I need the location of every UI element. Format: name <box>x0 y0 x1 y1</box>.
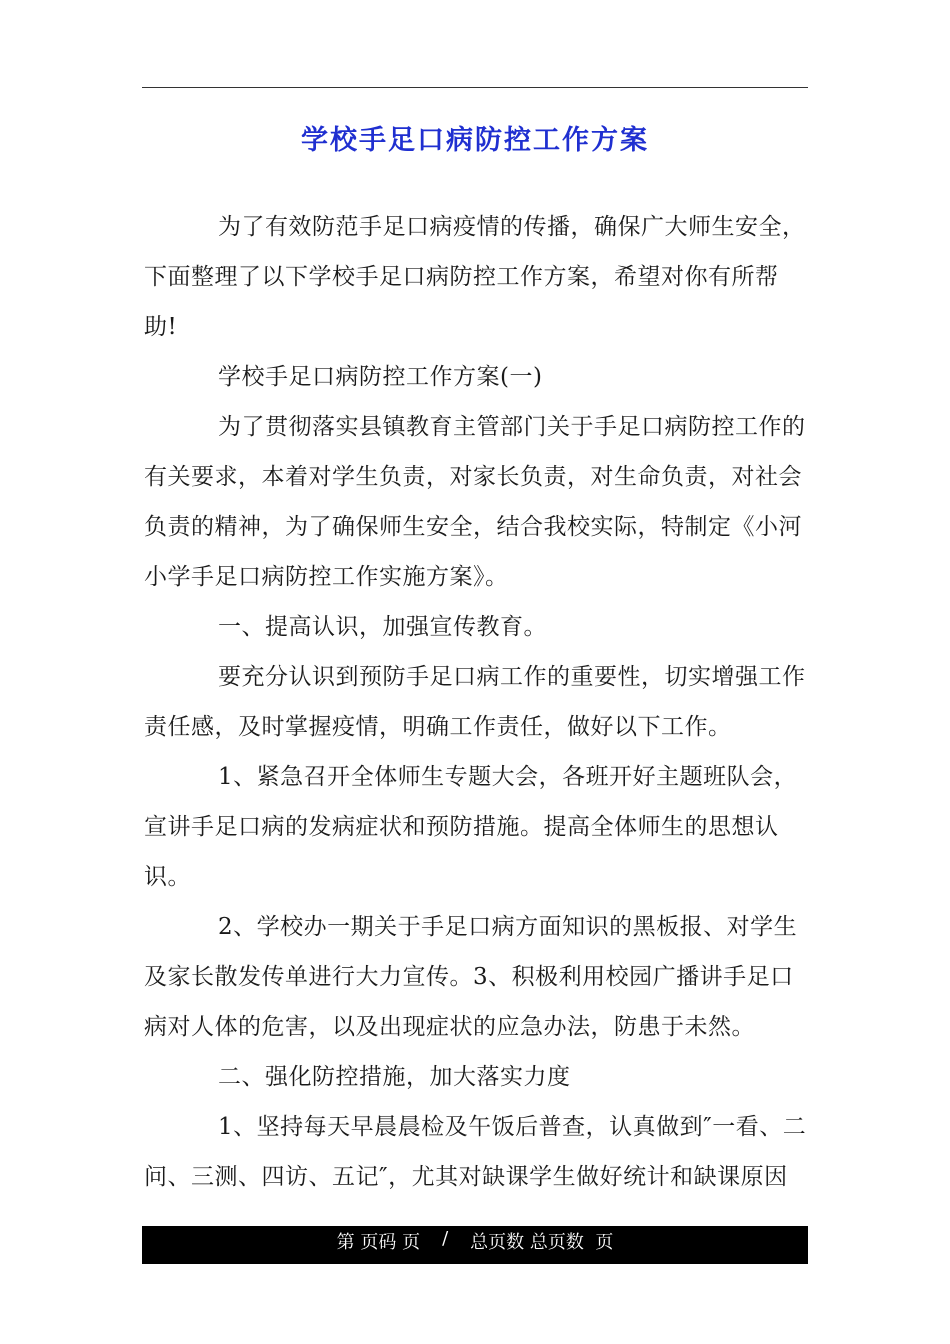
paragraph-plan-purpose: 为了贯彻落实县镇教育主管部门关于手足口病防控工作的有关要求，本着对学生负责，对家长负责，对生命负责，对社会负责的精神，为了确保师生安全，结合我校实际，特制定《小河小学手足口病防控工作实施方案》。 <box>144 414 806 590</box>
paragraph-section-two-item-1: 1、坚持每天早晨晨检及午饭后普查，认真做到″一看、二问、三测、四访、五记″，尤其对缺课学生做好统计和缺课原因 <box>144 1114 807 1190</box>
paragraph-section-one-heading: 一、提高认识，加强宣传教育。 <box>218 614 547 640</box>
page-footer <box>142 1226 808 1264</box>
footer-separator: / <box>442 1228 449 1249</box>
document-body <box>144 202 808 1202</box>
footer-page-number: 第 页码 页 <box>336 1232 421 1253</box>
paragraph-intro: 为了有效防范手足口病疫情的传播，确保广大师生安全，下面整理了以下学校手足口病防控工作方案，希望对你有所帮助! <box>144 214 806 340</box>
header-rule <box>142 87 808 88</box>
paragraph-item-2-3: 2、学校办一期关于手足口病方面知识的黑板报、对学生及家长散发传单进行大力宣传。3、积极利用校园广播讲手足口病对人体的危害，以及出现症状的应急办法，防患于未然。 <box>144 914 798 1040</box>
footer-total-pages: 总页数 总页数 页 <box>470 1232 614 1253</box>
document-title: 学校手足口病防控工作方案 <box>301 125 649 156</box>
paragraph-plan-heading: 学校手足口病防控工作方案(一) <box>218 364 543 390</box>
paragraph-item-1: 1、紧急召开全体师生专题大会，各班开好主题班队会，宣讲手足口病的发病症状和预防措施。提高全体师生的思想认识。 <box>144 764 798 890</box>
paragraph-section-two-heading: 二、强化防控措施，加大落实力度 <box>218 1064 571 1090</box>
paragraph-section-one-body: 要充分认识到预防手足口病工作的重要性，切实增强工作责任感，及时掌握疫情，明确工作责任，做好以下工作。 <box>144 664 806 740</box>
